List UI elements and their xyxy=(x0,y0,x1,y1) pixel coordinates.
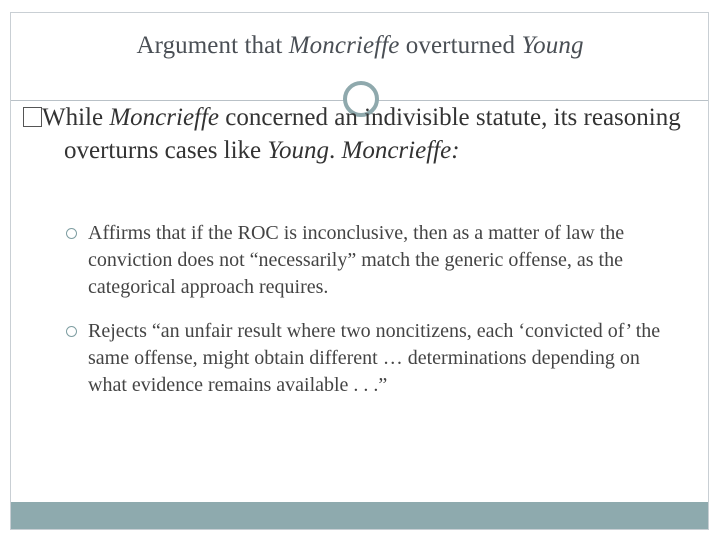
slide-title xyxy=(0,32,720,60)
main-point-part1: While xyxy=(42,104,110,131)
main-bullet-point xyxy=(23,101,693,167)
footer-accent-bar xyxy=(11,502,708,529)
main-point-case-moncrieffe-colon: Moncrieffe: xyxy=(341,137,460,164)
main-point-case-moncrieffe: Moncrieffe xyxy=(109,104,220,131)
title-case-young: Young xyxy=(521,32,584,59)
sub-bullet-list xyxy=(66,220,676,416)
sub-bullet-item xyxy=(66,220,676,301)
missing-glyph-bullet-icon xyxy=(23,107,42,127)
sub-bullet-text: Rejects “an unfair result where two noncitizens, each ‘convicted of’ the same offense, might obtain different … determinations depending on what evidence remains available . . .” xyxy=(88,320,661,396)
title-case-moncrieffe: Moncrieffe xyxy=(288,32,400,59)
main-point-part2: concerned an indivisible statute, its reasoning overturns cases like xyxy=(64,104,681,164)
circle-bullet-icon xyxy=(66,326,77,337)
title-mid: overturned xyxy=(399,32,522,59)
main-point-part3: . xyxy=(329,137,342,164)
main-point-case-young: Young xyxy=(267,137,330,164)
title-prefix: Argument that xyxy=(136,32,289,59)
circle-bullet-icon xyxy=(66,228,77,239)
sub-bullet-item xyxy=(66,318,676,399)
sub-bullet-text: Affirms that if the ROC is inconclusive, then as a matter of law the conviction does not “necessarily” match the generic offense, as the categorical approach requires. xyxy=(88,222,625,298)
